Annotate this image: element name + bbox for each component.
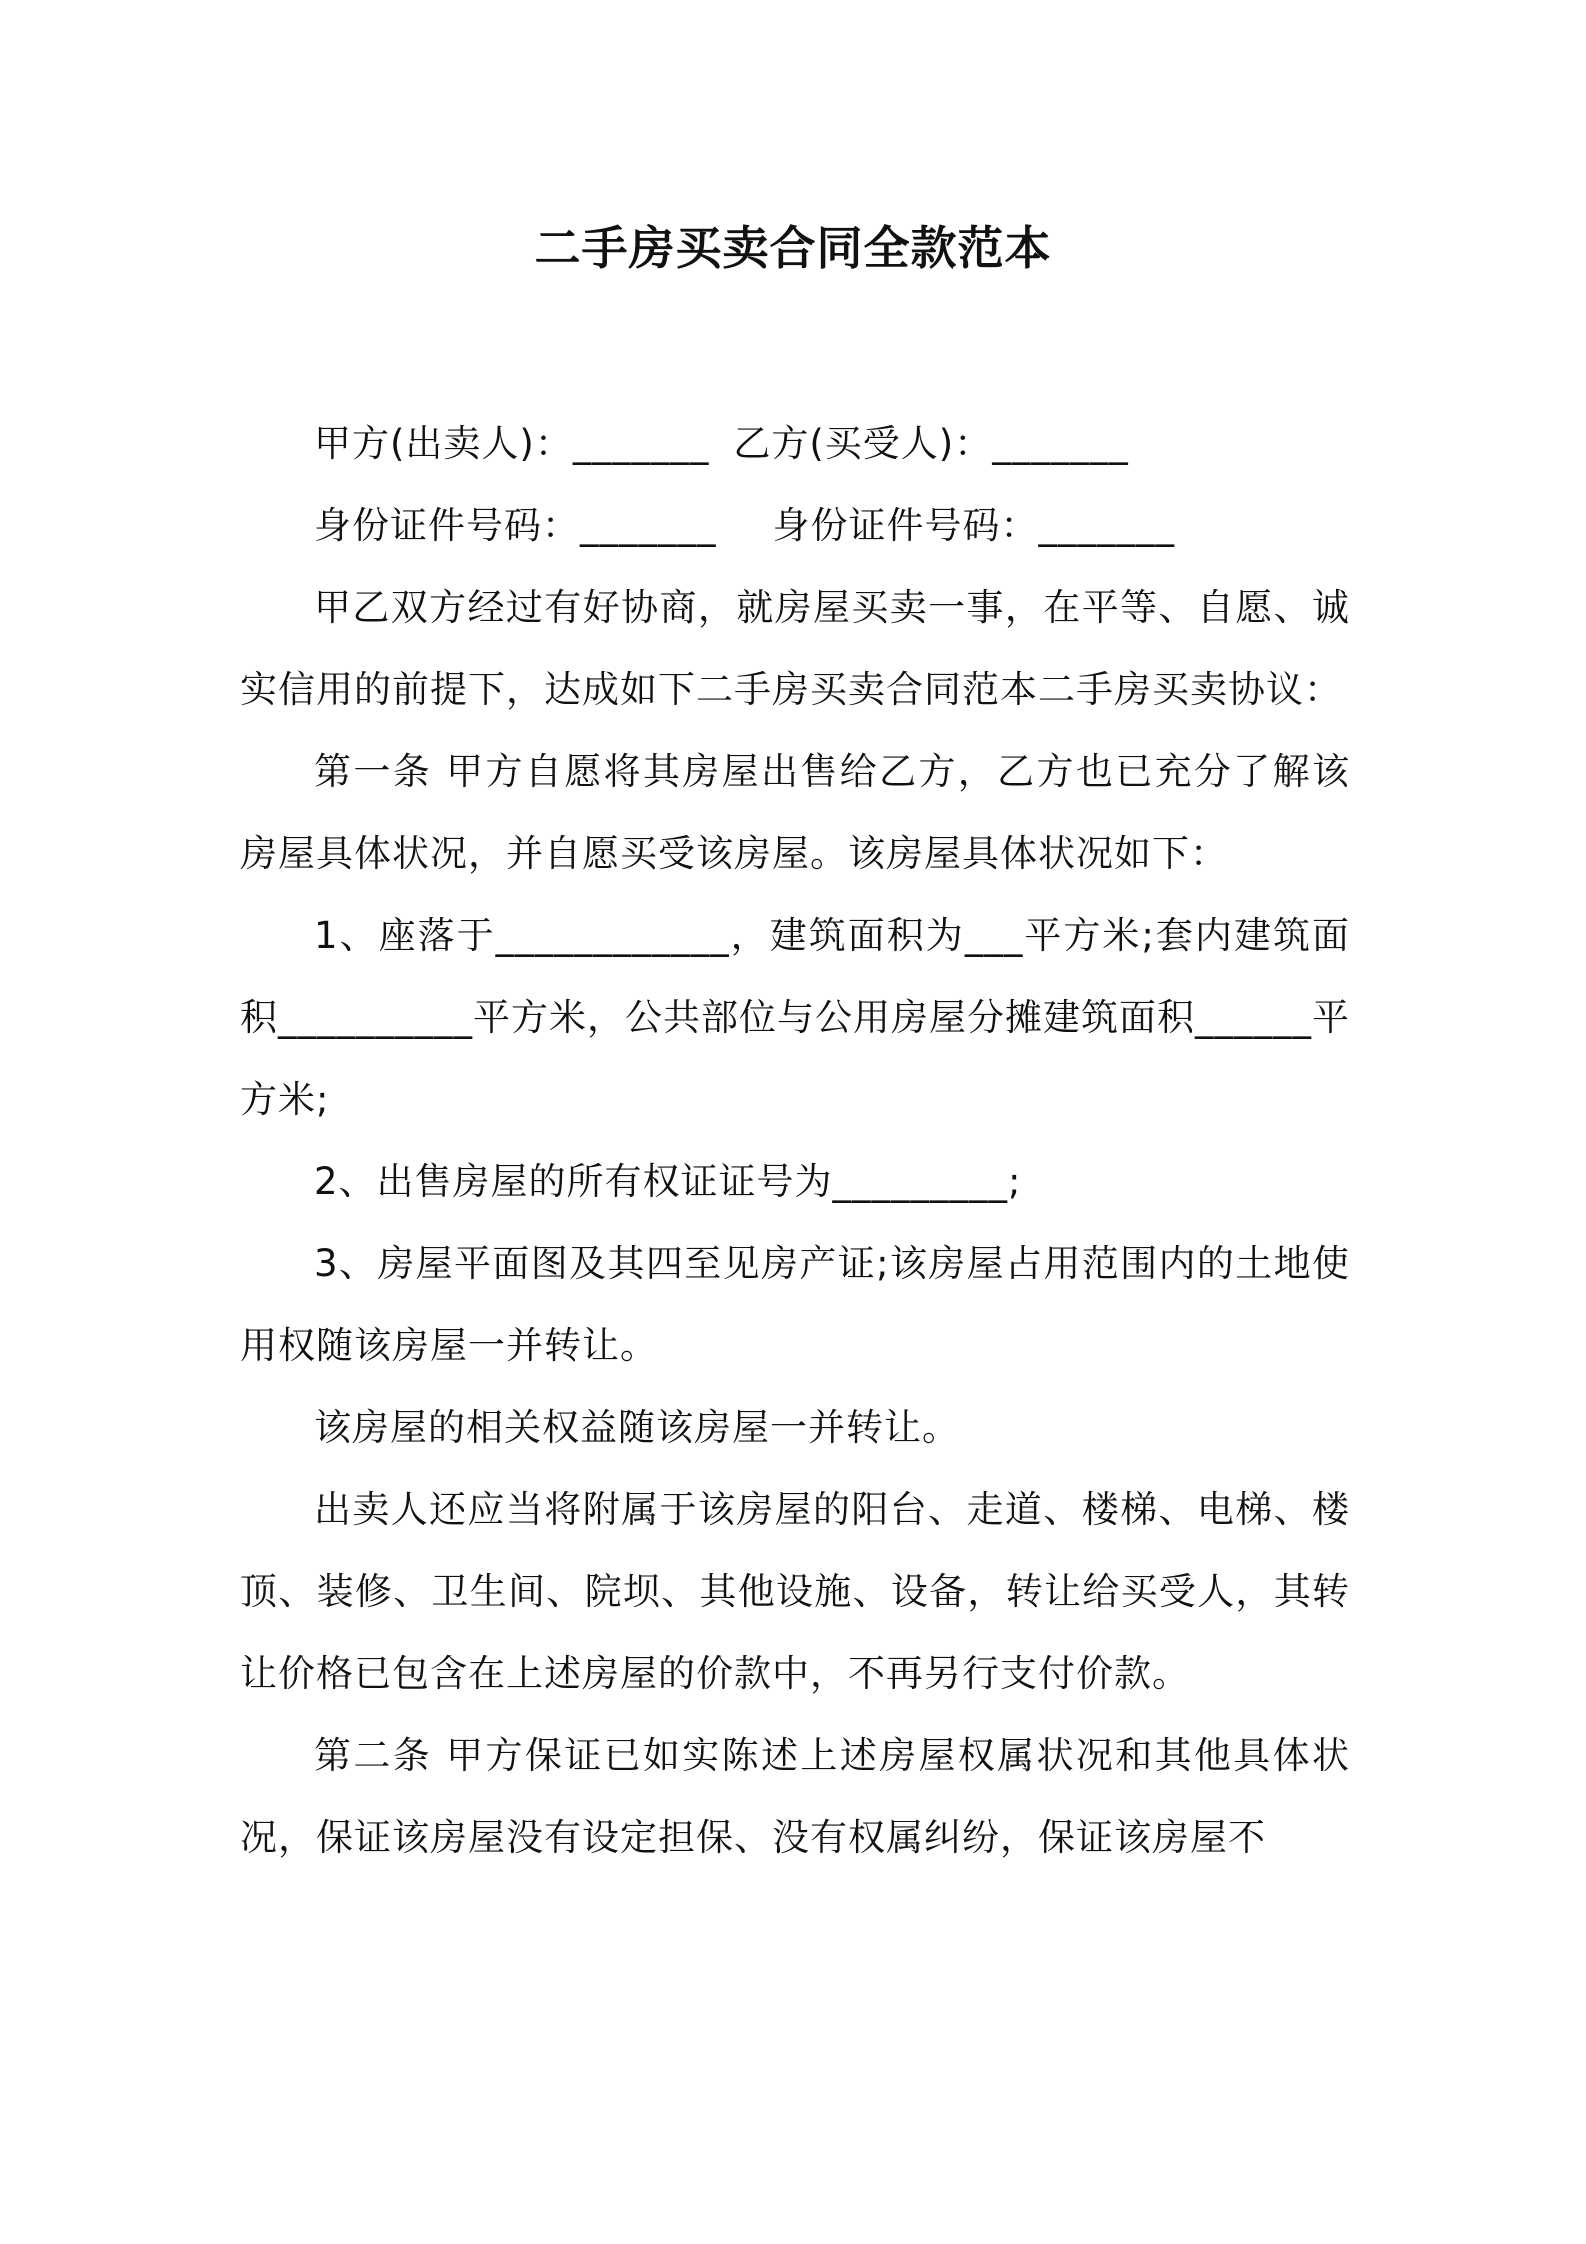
id-a-label: 身份证件号码：_______ xyxy=(314,504,717,547)
paragraph-item-3: 3、房屋平面图及其四至见房产证;该房屋占用范围内的土地使用权随该房屋一并转让。 xyxy=(240,1242,1350,1367)
parties-row xyxy=(240,403,1350,485)
paragraph-item-1: 1、座落于____________，建筑面积为___平方米;套内建筑面积__________平方米，公共部位与公用房屋分摊建筑面积______平方米; xyxy=(240,914,1350,1121)
paragraph-attachments: 出卖人还应当将附属于该房屋的阳台、走道、楼梯、电梯、楼顶、装修、卫生间、院坝、其他设施、设备，转让给买受人，其转让价格已包含在上述房屋的价款中，不再另行支付价款。 xyxy=(240,1488,1350,1695)
party-b-label: 乙方(买受人)：_______ xyxy=(733,422,1129,465)
paragraph-rights: 该房屋的相关权益随该房屋一并转让。 xyxy=(314,1406,960,1449)
paragraph-intro: 甲乙双方经过有好协商，就房屋买卖一事，在平等、自愿、诚实信用的前提下，达成如下二手房买卖合同范本二手房买卖协议： xyxy=(240,586,1350,711)
party-a-label: 甲方(出卖人)：_______ xyxy=(314,422,710,465)
paragraph-item-2: 2、出售房屋的所有权证证号为_________; xyxy=(314,1160,1022,1203)
id-b-label: 身份证件号码：_______ xyxy=(772,504,1175,547)
document-title: 二手房买卖合同全款范本 xyxy=(534,221,1052,275)
id-numbers-row xyxy=(240,485,1350,567)
paragraph-article-1: 第一条 甲方自愿将其房屋出售给乙方，乙方也已充分了解该房屋具体状况，并自愿买受该房屋。该房屋具体状况如下： xyxy=(240,750,1350,875)
document-body xyxy=(240,403,1350,1879)
paragraph-article-2: 第二条 甲方保证已如实陈述上述房屋权属状况和其他具体状况，保证该房屋没有设定担保、没有权属纠纷，保证该房屋不 xyxy=(240,1734,1350,1859)
